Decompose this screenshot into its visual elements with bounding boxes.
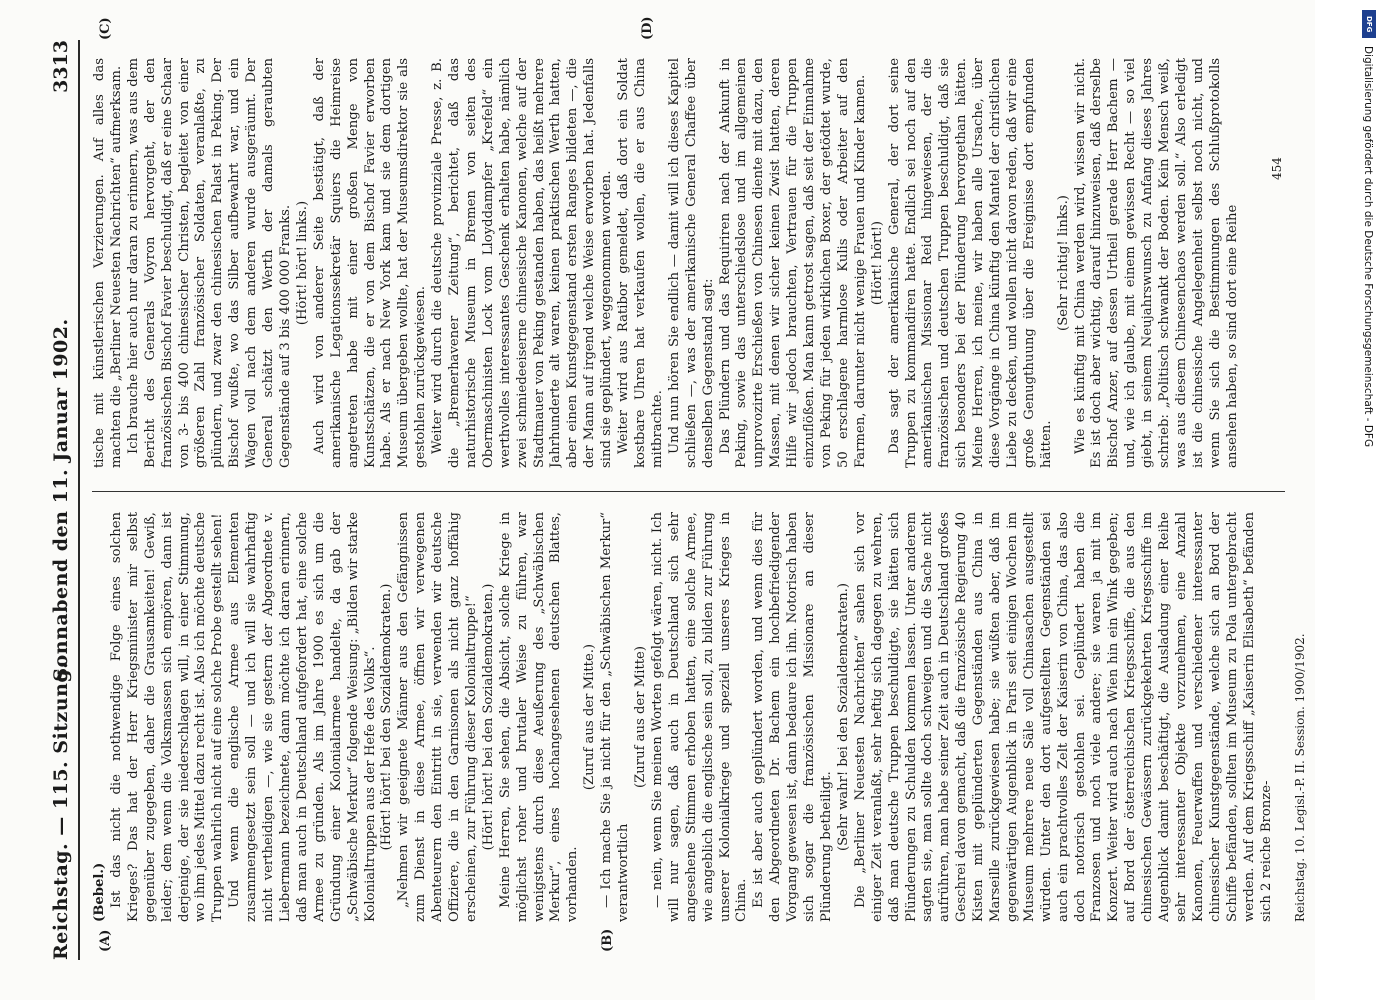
paragraph: — Ich mache Sie ja nicht für den „Schwäbischen Merkur“ verantwortlich [599, 512, 632, 922]
left-text-column [92, 512, 1285, 922]
speaker-label: (Bebel.) [92, 862, 107, 922]
interjection: (Sehr richtig! links.) [1055, 195, 1071, 331]
credit-text: Digitalisierung gefördert durch die Deutsche Forschungsgemeinschaft - DFG [1362, 46, 1374, 448]
right-text-column [92, 58, 1285, 468]
paragraph: Und nun hören Sie endlich — damit will ich dieses Kapitel schließen —, was der amerikanische General Chaffee über denselben Gegenstand sagt: [666, 58, 716, 468]
paragraph: Auch wird von anderer Seite bestätigt, daß der amerikanische Legationssekretär Squiers die Heimreise angetreten habe mit einer großen Menge von Kunstschätzen, die er von dem Bischof Favier erworben habe. Als er nach New York kam und sie dem dortigen Museum übergeben wollte, hat der Museumsdirektor sie als gestohlen zurückgewiesen. [311, 58, 429, 468]
page-header [48, 40, 80, 960]
footer-signature: Reichstag. 10. Legisl.-P. II. Session. 1900/1902. [1293, 633, 1307, 922]
paragraph: — nein, wenn Sie meinen Worten gefolgt wären, nicht. Ich will nur sagen, daß auch in Deutschland sich sehr angesehene Stimmen erhoben hatten, eine solche Armee, wie angeblich die englische sein soll, zu bilden zur Führung unserer Kolonialkriege und speziell unseres Krieges in China. [649, 512, 750, 922]
paragraph: Und wenn die englische Armee aus Elementen zusammengesetzt sein soll — und ich will sie wahrhaftig nicht vertheidigen —, wie sie gestern der Abgeordnete v. Liebermann bezeichnete, dann möchte ich daran erinnern, daß man auch in Deutschland aufgefordert hat, eine solche Armee zu gründen. Als im Jahre 1900 es sich um die Gründung einer Kolonialarmee handelte, da gab der „Schwäbische Merkur“ folgende Weisung: „Bilden wir starke Kolonialtruppen aus der Hefe des Volks“. [227, 512, 378, 922]
bottom-page-number: 454 [1270, 157, 1284, 180]
interjection: (Hört! hört! bei den Sozialdemokraten.) [379, 583, 395, 851]
paragraph: Wie es künftig mit China werden wird, wissen wir nicht. Es ist doch aber wichtig, darauf hinzuweisen, daß derselbe Bischof Anzer, auf dessen Urtheil gerade Herr Bachem — und, wie ich glaube, mit einem gewissen Recht — so viel giebt, in seinem Neujahrswunsch zu Anfang dieses Jahres schrieb: „Politisch schwankt der Boden. Kein Mensch weiß, was aus diesem Chinesenchaos werden soll.“ Also erledigt ist die chinesische Angelegenheit selbst noch nicht, und wenn Sie sich die Bestimmungen des Schlußprotokolls ansehen haben, so sind dort eine Reihe [1072, 58, 1240, 468]
interjection: (Hört! hört! links.) [294, 200, 310, 326]
paragraph: „Nehmen wir geeignete Männer aus den Gefängnissen zum Dienst in diese Armee, öffnen wir verwegenen Abenteurern den Eintritt in sie, verwenden wir deutsche Offiziere, die in den Garnisonen als nicht ganz hoffähig erscheinen, zur Führung dieser Kolonialtruppe!“ [396, 512, 479, 922]
paragraph: Die „Berliner Neuesten Nachrichten“ sahen sich vor einiger Zeit veranlaßt, sehr heftig sich dagegen zu wehren, daß man deutsche Truppen beschuldigte, sie hätten sich Plünderungen zu Schulden kommen lassen. Unter anderem sagten sie, man sollte doch schweigen und die Sache nicht aufrühren, man habe seiner Zeit auch in Deutschland großes Geschrei davon gemacht, daß die französische Regierung 40 Kisten mit geplünderten Gegenständen aus China in Marseille zurückgewiesen habe; sie wüßten aber, daß im gegenwärtigen Augenblick in Paris seit einigen Wochen im Museum mehrere neue Säle voll Chinasachen ausgestellt würden. Unter den dort aufgestellten Gegenständen sei auch ein prachtvolles Zelt der Kaiserin von China, das also doch notorisch gestohlen sei. Geplündert haben die Franzosen und noch viele andere; sie waren ja mit im Konzert. Weiter wird auch nach Wien hin ein Wink gegeben; auf Bord der österreichischen Kriegsschiffe, die aus den chinesischen Gewässern zurückgekehrten Kriegsschiffe im Augenblick damit beschäftigt, die Ausladung einer Reihe sehr interessanter Objekte vorzunehmen, eine Anzahl Kanonen, Feuerwaffen und verschiedener interessanter chinesischer Kunstgegenstände, welche sich an Bord der Schiffe befänden, sollten im Museum zu Pola untergebracht werden. Auf dem Kriegsschiff „Kaiserin Elisabeth“ befänden sich 2 reiche Bronze- [852, 512, 1274, 922]
margin-marker-a: (A) [98, 929, 113, 952]
paragraph: Das sagt der amerikanische General, der dort seine Truppen zu kommandiren hatte. Endlich sei noch auf den amerikanischen Missionar Reid hingewiesen, der die französischen und deutschen Truppen beschuldigt, daß sie sich besonders bei der Plünderung hervorgethan hätten. Meine Herren, ich meine, wir haben alle Ursache, über diese Vorgänge in China künftig den Mantel der christlichen Liebe zu decken, und wollen nicht davon reden, daß wir eine große Genugthuung über die Ereignisse dort empfunden hätten. [886, 58, 1054, 468]
digitization-credit [1362, 10, 1378, 990]
interjection: (Zuruf aus der Mitte.) [582, 643, 598, 791]
margin-marker-b: (B) [600, 928, 615, 952]
paragraph: Meine Herren, Sie sehen, die Absicht, solche Kriege in möglichst roher und brutaler Weise zu führen, war wenigstens durch diese Aeußerung des „Schwäbischen Merkur“, eines hochangesehenen deutschen Blattes, vorhanden. [497, 512, 581, 922]
paragraph: Weiter wird aus Ratibor gemeldet, daß dort ein Soldat kostbare Uhren hat verkaufen wollen, die er aus China mitbrachte. [616, 58, 665, 468]
paragraph: Weiter wird durch die deutsche provinziale Presse, z. B. die „Bremerhavener Zeitung“, berichtet, daß das naturhistorische Museum in Bremen von seiten des Obermaschinisten Lock vom Lloyddampfer „Krefeld“ ein werthvolles interessantes Geschenk erhalten habe, nämlich zwei schmiedeeiserne chinesische Kanonen, welche auf der Stadtmauer von Peking gestanden haben, das heißt mehrere Jahrhunderte alt waren, keinen praktischen Werth hatten, aber einen Kunstgegenstand ersten Ranges bildeten —, die der Mann auf irgend welche Weise erworben hat. Jedenfalls sind sie geplündert, weggenommen worden. [430, 58, 615, 468]
interjection: (Sehr wahr! bei den Sozialdemokraten.) [835, 583, 851, 851]
header-page-number: 3313 [50, 40, 72, 93]
dfg-logo: DFG [1362, 10, 1376, 38]
quotation: Das Plündern und das Requiriren nach der Ankunft in Peking, sowie das unterschiedslose und im allgemeinen unprovozirte Erschießen von Chinesen diente mit dazu, den Massen, mit denen wir sicher keinen Zwist hatten, deren Hilfe wir jedoch brauchten, Vertrauen für die Truppen einzuflößen. Man kann getrost sagen, daß seit der Einnahme von Peking für jeden wirklichen Boxer, der getödtet wurde, 50 erschlagene harmlose Kulis oder Arbeiter auf den Farmen, darunter nicht wenige Frauen und Kinder kamen. [717, 58, 868, 468]
margin-marker-c: (C) [98, 17, 113, 40]
interjection: (Zuruf aus der Mitte) [633, 646, 648, 788]
paragraph: tische mit künstlerischen Verzierungen. Auf alles das machten die „Berliner Neuesten Nachrichten“ aufmerksam. [92, 58, 124, 468]
interjection: (Hört! hört! bei den Sozialdemokraten.) [480, 583, 496, 851]
paragraph: Ich brauche hier auch nur daran zu erinnern, was aus dem Bericht des Generals Voyron hervorgeht, der den französischen Bischof Favier beschuldigt, daß er eine Schaar von 3- bis 400 chinesischer Christen, begleitet von einer größeren Zahl französischer Soldaten, veranlaßte, zu plündern, und zwar den chinesischen Palast in Peking. Der Bischof wußte, wo das Silber aufbewahrt war, und ein Wagen voll nach dem anderen wurde ausgeräumt. Der General schätzt den Werth der damals geraubten Gegenstände auf 3 bis 400 000 Franks. [125, 58, 293, 468]
margin-marker-d: (D) [640, 16, 655, 40]
column-divider [92, 491, 1285, 492]
paragraph: Ist das nicht die nothwendige Folge eines solchen Krieges? Das hat der Herr Kriegsminister mir selbst gegenüber zugegeben, daher die Grausamkeiten! Gewiß, leider; dem wenn die Volksmassen sich empören, dann ist derjenige, der sie niederschlagen will, in einer Stimmung, wo ihm jedes Mittel dazu recht ist. Also ich möchte deutsche Truppen wahrlich nicht auf eine solche Probe gestellt sehen! [108, 512, 226, 922]
header-date: Sonnabend den 11. Januar 1902. [50, 318, 72, 682]
paragraph: Es ist aber auch geplündert worden, und wenn dies für den Abgeordneten Dr. Bachem ein hochbefriedigender Vorgang gewesen ist, dann bedaure ich ihn. Notorisch haben sich sogar die französischen Missionare an dieser Plünderung betheiligt. [751, 512, 834, 922]
interjection: (Hört! hört!) [869, 220, 885, 306]
header-session-title: Reichstag. — 115. Sitzung. [50, 661, 72, 960]
